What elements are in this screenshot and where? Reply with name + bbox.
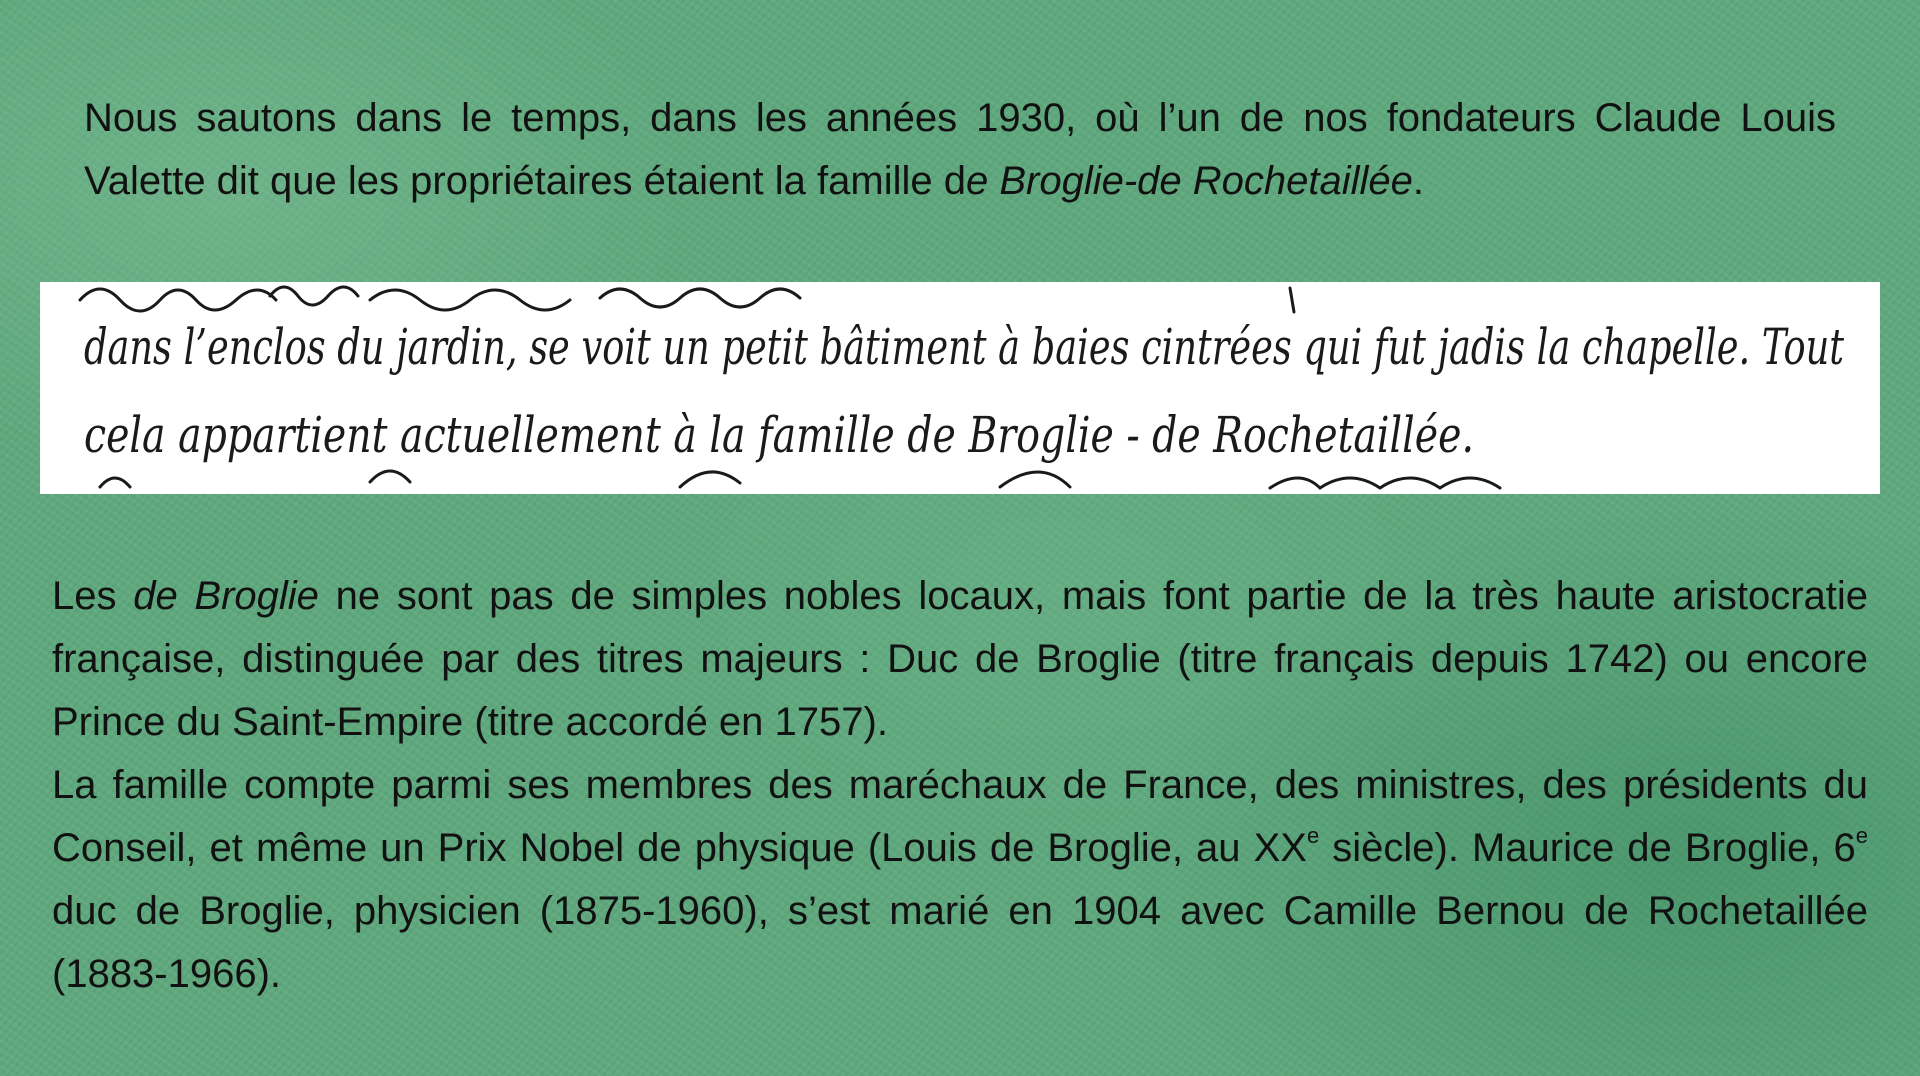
manuscript-line-1: dans l’enclos du jardin, se voit un petit bâtiment à baies cintrées qui fut jadis la chapelle. Tout (84, 318, 1845, 376)
p2-text-a: La famille compte parmi ses membres des maréchaux de France, des ministres, des présidents du Conseil, et même un Prix Nobel de physique (Louis de Broglie, au XX (52, 763, 1868, 870)
p1-family-name: de Broglie (133, 574, 319, 618)
p1-text-c: ne sont pas de simples nobles locaux, mais font partie de la très haute aristocratie française, distinguée par des titres majeurs : Duc de Broglie (titre français depuis 1742) ou encore Prince du Saint-Empire (titre accordé en 1757). (52, 574, 1869, 744)
intro-paragraph (84, 87, 1836, 213)
manuscript-line-2: cela appartient actuellement à la famille de Broglie - de Rochetaillée. (84, 406, 1474, 464)
intro-family-name: e Broglie-de Rochetaillée (965, 159, 1413, 203)
p2-text-c: duc de Broglie, physicien (1875-1960), s’est marié en 1904 avec Camille Bernou de Rochetaillée (1883-1966). (52, 889, 1868, 996)
broglie-paragraph (52, 565, 1868, 754)
handwritten-manuscript-excerpt (40, 282, 1880, 494)
body-text (52, 565, 1868, 1006)
family-members-paragraph (52, 754, 1868, 1006)
manuscript-image (40, 282, 1880, 494)
intro-text: Nous sautons dans le temps, dans les années 1930, où l’un de nos fondateurs Claude Louis Valette dit que les propriétaires étaient la famille d (84, 96, 1836, 203)
p1-text-a: Les (52, 574, 134, 618)
p2-text-b: siècle). Maurice de Broglie, 6 (1319, 826, 1856, 870)
intro-period: . (1412, 159, 1425, 203)
p2-superscript-century: e (1306, 823, 1320, 848)
p2-superscript-ordinal: e (1855, 823, 1868, 848)
